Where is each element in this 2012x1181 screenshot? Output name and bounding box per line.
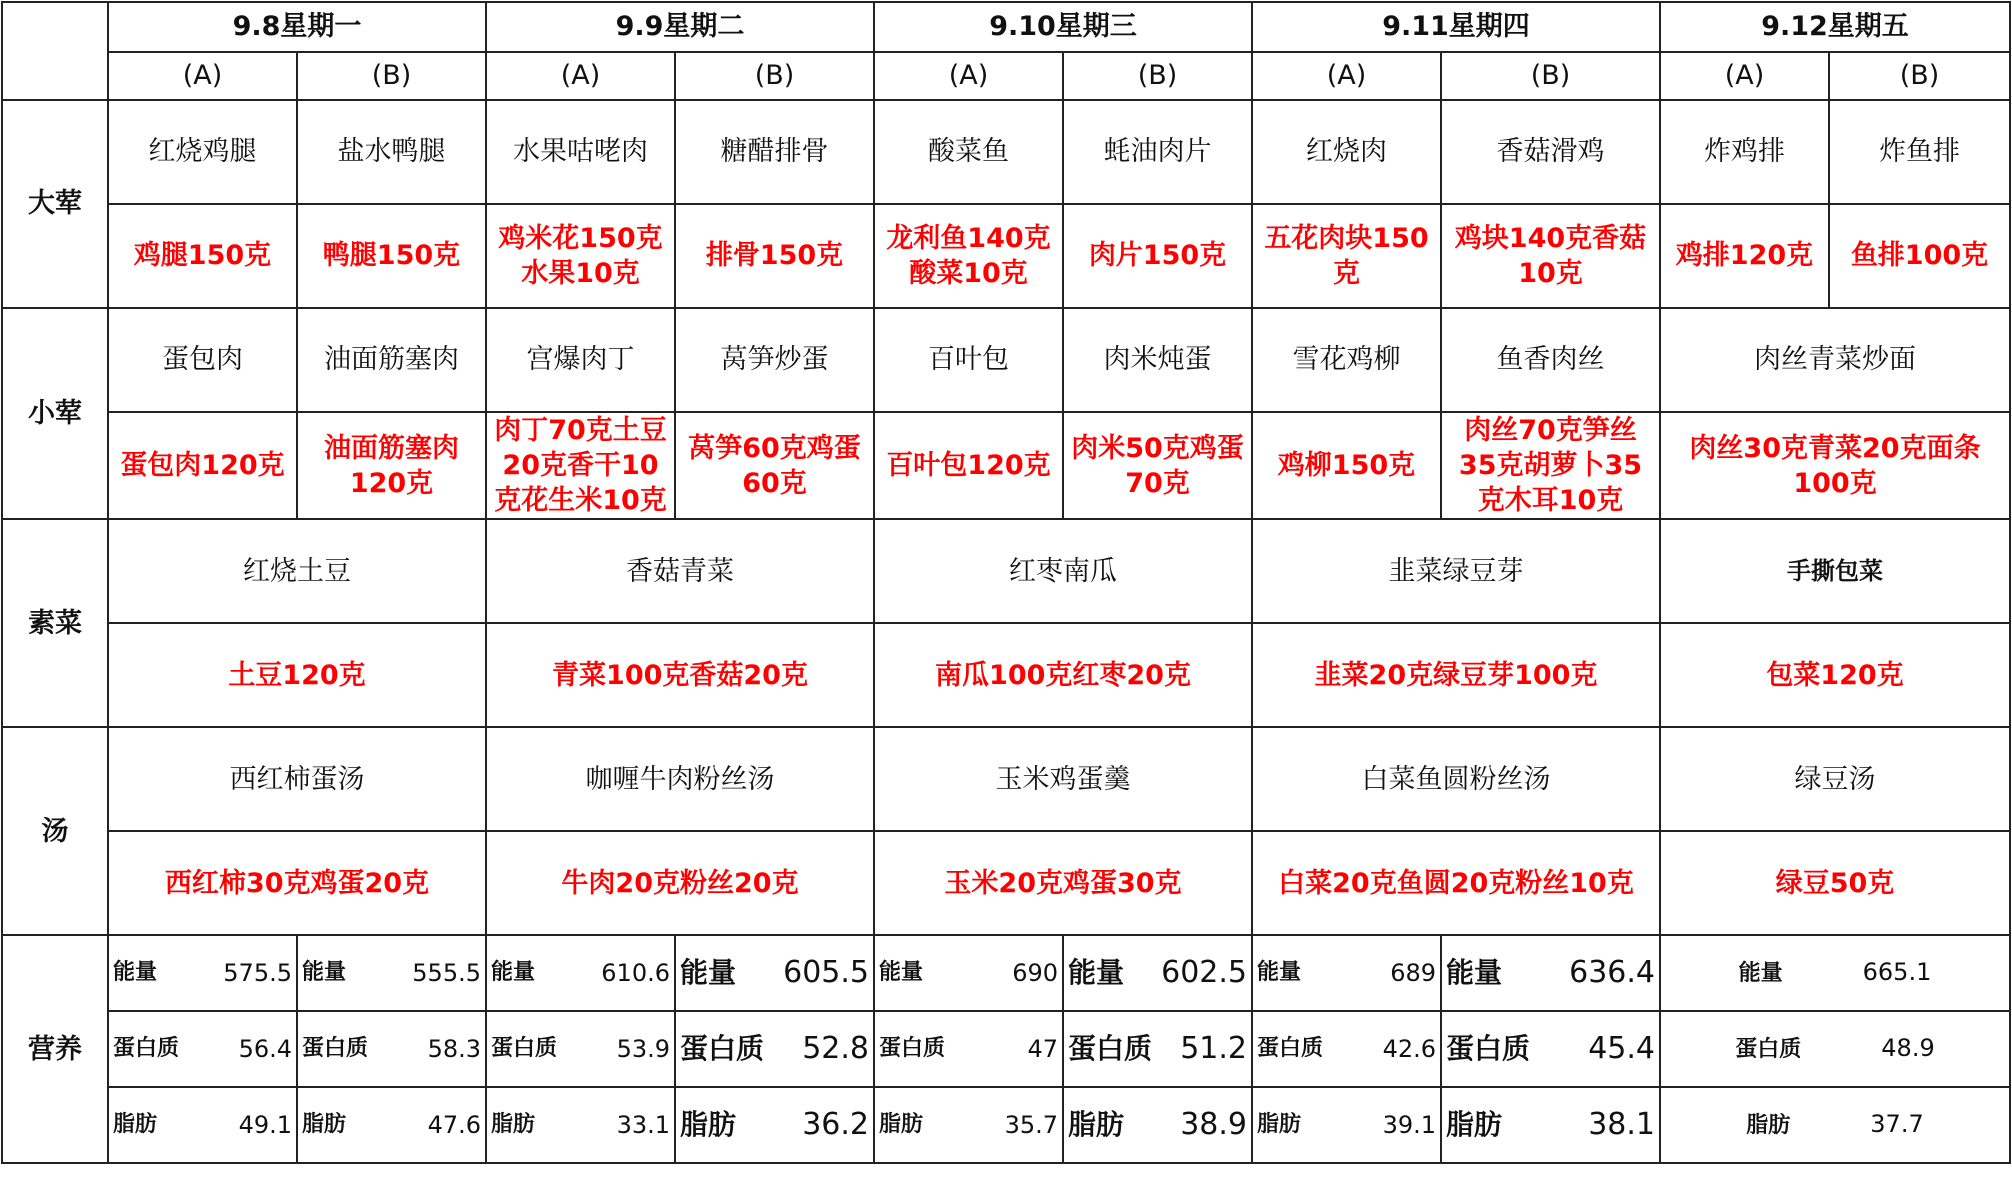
main-dish-cell: 红烧鸡腿 bbox=[108, 100, 297, 204]
protein-label: 蛋白质 bbox=[680, 1032, 765, 1066]
protein-cell bbox=[1441, 1011, 1660, 1087]
protein-cell bbox=[1660, 1011, 2010, 1087]
protein-value: 56.4 bbox=[238, 1035, 292, 1064]
protein-cell bbox=[1252, 1011, 1441, 1087]
energy-value: 636.4 bbox=[1569, 955, 1655, 991]
side-ingredient-cell: 莴笋60克鸡蛋60克 bbox=[675, 412, 874, 519]
side-ingredient-cell: 鸡柳150克 bbox=[1252, 412, 1441, 519]
side-dish-cell: 油面筋塞肉 bbox=[297, 308, 486, 412]
soup-ingredient-cell: 玉米20克鸡蛋30克 bbox=[874, 831, 1252, 935]
fat-cell bbox=[1660, 1087, 2010, 1163]
veg-dish-cell: 手撕包菜 bbox=[1660, 519, 2010, 623]
protein-cell bbox=[297, 1011, 486, 1087]
protein-value: 47 bbox=[1027, 1035, 1058, 1064]
protein-label: 蛋白质 bbox=[879, 1036, 946, 1062]
fat-label: 脂肪 bbox=[1257, 1112, 1302, 1138]
main-ingredient-cell: 鸡腿150克 bbox=[108, 204, 297, 308]
energy-value: 602.5 bbox=[1161, 955, 1247, 991]
fat-cell bbox=[1252, 1087, 1441, 1163]
side-dish-cell: 肉丝青菜炒面 bbox=[1660, 308, 2010, 412]
protein-value: 45.4 bbox=[1588, 1031, 1655, 1067]
veg-dish-cell: 韭菜绿豆芽 bbox=[1252, 519, 1660, 623]
protein-value: 52.8 bbox=[802, 1031, 869, 1067]
day-header-mon: 9.8星期一 bbox=[108, 2, 486, 52]
side-ingredient-cell: 百叶包120克 bbox=[874, 412, 1063, 519]
side-dish-cell: 肉米炖蛋 bbox=[1063, 308, 1252, 412]
fat-value: 38.9 bbox=[1180, 1107, 1247, 1143]
soup-ingredient-cell: 白菜20克鱼圆20克粉丝10克 bbox=[1252, 831, 1660, 935]
fat-cell bbox=[1441, 1087, 1660, 1163]
side-dish-cell: 蛋包肉 bbox=[108, 308, 297, 412]
veg-ingredient-cell: 青菜100克香菇20克 bbox=[486, 623, 874, 727]
soup-ingredient-cell: 西红柿30克鸡蛋20克 bbox=[108, 831, 486, 935]
energy-label: 能量 bbox=[680, 956, 737, 990]
energy-value: 689 bbox=[1390, 959, 1436, 988]
main-dish-cell: 酸菜鱼 bbox=[874, 100, 1063, 204]
soup-dish-cell: 绿豆汤 bbox=[1660, 727, 2010, 831]
energy-value: 690 bbox=[1012, 959, 1058, 988]
option-a-label: (A) bbox=[874, 52, 1063, 100]
energy-label: 能量 bbox=[1738, 961, 1783, 987]
main-dish-cell: 水果咕咾肉 bbox=[486, 100, 675, 204]
corner-cell bbox=[2, 2, 108, 100]
energy-cell bbox=[1252, 935, 1441, 1011]
energy-label: 能量 bbox=[113, 960, 158, 986]
main-dish-cell: 红烧肉 bbox=[1252, 100, 1441, 204]
soup-dish-cell: 咖喱牛肉粉丝汤 bbox=[486, 727, 874, 831]
main-ingredient-cell: 鸡块140克香菇10克 bbox=[1441, 204, 1660, 308]
main-dish-cell: 蚝油肉片 bbox=[1063, 100, 1252, 204]
side-dish-cell: 雪花鸡柳 bbox=[1252, 308, 1441, 412]
protein-label: 蛋白质 bbox=[1446, 1032, 1531, 1066]
option-b-label: (B) bbox=[1063, 52, 1252, 100]
option-b-label: (B) bbox=[1441, 52, 1660, 100]
protein-value: 58.3 bbox=[427, 1035, 481, 1064]
fat-cell bbox=[297, 1087, 486, 1163]
main-ingredient-cell: 肉片150克 bbox=[1063, 204, 1252, 308]
fat-value: 35.7 bbox=[1004, 1111, 1058, 1140]
energy-value: 575.5 bbox=[223, 959, 292, 988]
main-dish-cell: 糖醋排骨 bbox=[675, 100, 874, 204]
protein-label: 蛋白质 bbox=[1735, 1037, 1802, 1063]
menu-table bbox=[1, 1, 2011, 1164]
fat-label: 脂肪 bbox=[1746, 1113, 1791, 1139]
option-a-label: (A) bbox=[486, 52, 675, 100]
side-ingredient-cell: 肉丝30克青菜20克面条100克 bbox=[1660, 412, 2010, 519]
protein-label: 蛋白质 bbox=[113, 1036, 180, 1062]
category-vegetable: 素菜 bbox=[2, 519, 108, 727]
main-ingredient-cell: 鸡米花150克水果10克 bbox=[486, 204, 675, 308]
protein-value: 48.9 bbox=[1881, 1034, 1935, 1063]
category-main-dish: 大荤 bbox=[2, 100, 108, 308]
fat-cell bbox=[1063, 1087, 1252, 1163]
fat-value: 36.2 bbox=[802, 1107, 869, 1143]
fat-value: 38.1 bbox=[1588, 1107, 1655, 1143]
side-dish-cell: 宫爆肉丁 bbox=[486, 308, 675, 412]
fat-cell bbox=[874, 1087, 1063, 1163]
energy-label: 能量 bbox=[302, 960, 347, 986]
main-ingredient-cell: 鱼排100克 bbox=[1829, 204, 2010, 308]
fat-label: 脂肪 bbox=[1068, 1108, 1125, 1142]
fat-value: 39.1 bbox=[1382, 1111, 1436, 1140]
side-ingredient-cell: 肉米50克鸡蛋70克 bbox=[1063, 412, 1252, 519]
energy-value: 610.6 bbox=[601, 959, 670, 988]
protein-cell bbox=[675, 1011, 874, 1087]
fat-cell bbox=[675, 1087, 874, 1163]
side-dish-cell: 百叶包 bbox=[874, 308, 1063, 412]
main-ingredient-cell: 排骨150克 bbox=[675, 204, 874, 308]
soup-ingredient-cell: 牛肉20克粉丝20克 bbox=[486, 831, 874, 935]
side-dish-cell: 鱼香肉丝 bbox=[1441, 308, 1660, 412]
energy-value: 555.5 bbox=[412, 959, 481, 988]
main-dish-cell: 盐水鸭腿 bbox=[297, 100, 486, 204]
fat-label: 脂肪 bbox=[879, 1112, 924, 1138]
energy-label: 能量 bbox=[1257, 960, 1302, 986]
day-header-wed: 9.10星期三 bbox=[874, 2, 1252, 52]
protein-value: 42.6 bbox=[1382, 1035, 1436, 1064]
main-dish-cell: 炸鱼排 bbox=[1829, 100, 2010, 204]
category-soup: 汤 bbox=[2, 727, 108, 935]
fat-value: 37.7 bbox=[1870, 1110, 1924, 1139]
energy-value: 665.1 bbox=[1862, 958, 1932, 987]
main-dish-cell: 炸鸡排 bbox=[1660, 100, 1829, 204]
protein-cell bbox=[874, 1011, 1063, 1087]
fat-value: 49.1 bbox=[238, 1111, 292, 1140]
veg-ingredient-cell: 韭菜20克绿豆芽100克 bbox=[1252, 623, 1660, 727]
day-header-thu: 9.11星期四 bbox=[1252, 2, 1660, 52]
category-nutrition: 营养 bbox=[2, 935, 108, 1163]
protein-label: 蛋白质 bbox=[1068, 1032, 1153, 1066]
veg-ingredient-cell: 土豆120克 bbox=[108, 623, 486, 727]
option-a-label: (A) bbox=[1252, 52, 1441, 100]
energy-cell bbox=[675, 935, 874, 1011]
side-dish-cell: 莴笋炒蛋 bbox=[675, 308, 874, 412]
main-dish-cell: 香菇滑鸡 bbox=[1441, 100, 1660, 204]
fat-label: 脂肪 bbox=[491, 1112, 536, 1138]
energy-label: 能量 bbox=[879, 960, 924, 986]
fat-label: 脂肪 bbox=[302, 1112, 347, 1138]
side-ingredient-cell: 肉丝70克笋丝35克胡萝卜35克木耳10克 bbox=[1441, 412, 1660, 519]
option-b-label: (B) bbox=[1829, 52, 2010, 100]
side-ingredient-cell: 肉丁70克土豆20克香干10克花生米10克 bbox=[486, 412, 675, 519]
protein-cell bbox=[1063, 1011, 1252, 1087]
energy-label: 能量 bbox=[1068, 956, 1125, 990]
option-b-label: (B) bbox=[297, 52, 486, 100]
side-ingredient-cell: 油面筋塞肉120克 bbox=[297, 412, 486, 519]
protein-value: 53.9 bbox=[616, 1035, 670, 1064]
veg-ingredient-cell: 包菜120克 bbox=[1660, 623, 2010, 727]
fat-value: 47.6 bbox=[427, 1111, 481, 1140]
energy-cell bbox=[1660, 935, 2010, 1011]
energy-cell bbox=[1441, 935, 1660, 1011]
main-ingredient-cell: 龙利鱼140克酸菜10克 bbox=[874, 204, 1063, 308]
energy-label: 能量 bbox=[491, 960, 536, 986]
energy-label: 能量 bbox=[1446, 956, 1503, 990]
soup-dish-cell: 西红柿蛋汤 bbox=[108, 727, 486, 831]
soup-dish-cell: 白菜鱼圆粉丝汤 bbox=[1252, 727, 1660, 831]
veg-dish-cell: 红烧土豆 bbox=[108, 519, 486, 623]
energy-cell bbox=[1063, 935, 1252, 1011]
main-ingredient-cell: 五花肉块150克 bbox=[1252, 204, 1441, 308]
protein-label: 蛋白质 bbox=[302, 1036, 369, 1062]
protein-label: 蛋白质 bbox=[491, 1036, 558, 1062]
energy-cell bbox=[486, 935, 675, 1011]
option-a-label: (A) bbox=[108, 52, 297, 100]
fat-value: 33.1 bbox=[616, 1111, 670, 1140]
option-a-label: (A) bbox=[1660, 52, 1829, 100]
energy-value: 605.5 bbox=[783, 955, 869, 991]
soup-ingredient-cell: 绿豆50克 bbox=[1660, 831, 2010, 935]
fat-label: 脂肪 bbox=[1446, 1108, 1503, 1142]
option-b-label: (B) bbox=[675, 52, 874, 100]
protein-cell bbox=[108, 1011, 297, 1087]
protein-value: 51.2 bbox=[1180, 1031, 1247, 1067]
energy-cell bbox=[108, 935, 297, 1011]
side-ingredient-cell: 蛋包肉120克 bbox=[108, 412, 297, 519]
protein-cell bbox=[486, 1011, 675, 1087]
category-side-dish: 小荤 bbox=[2, 308, 108, 519]
fat-cell bbox=[108, 1087, 297, 1163]
fat-label: 脂肪 bbox=[680, 1108, 737, 1142]
veg-dish-cell: 红枣南瓜 bbox=[874, 519, 1252, 623]
energy-cell bbox=[874, 935, 1063, 1011]
protein-label: 蛋白质 bbox=[1257, 1036, 1324, 1062]
main-ingredient-cell: 鸡排120克 bbox=[1660, 204, 1829, 308]
soup-dish-cell: 玉米鸡蛋羹 bbox=[874, 727, 1252, 831]
day-header-fri: 9.12星期五 bbox=[1660, 2, 2010, 52]
main-ingredient-cell: 鸭腿150克 bbox=[297, 204, 486, 308]
fat-label: 脂肪 bbox=[113, 1112, 158, 1138]
veg-dish-cell: 香菇青菜 bbox=[486, 519, 874, 623]
veg-ingredient-cell: 南瓜100克红枣20克 bbox=[874, 623, 1252, 727]
day-header-tue: 9.9星期二 bbox=[486, 2, 874, 52]
fat-cell bbox=[486, 1087, 675, 1163]
energy-cell bbox=[297, 935, 486, 1011]
